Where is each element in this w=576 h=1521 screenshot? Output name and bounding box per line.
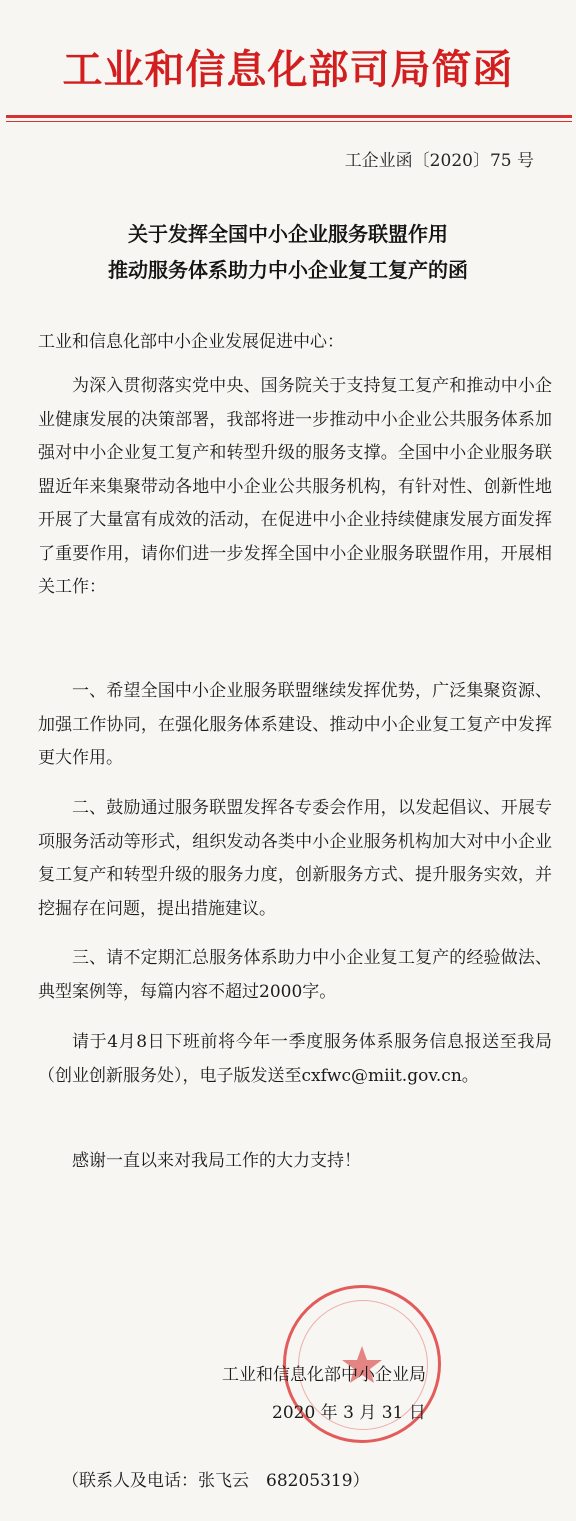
body-paragraph: 请于4月8日下班前将今年一季度服务体系服务信息报送至我局（创业创新服务处），电子版发送至cxfwc@miit.gov.cn。 <box>38 1032 552 1086</box>
body-paragraph: 为深入贯彻落实党中央、国务院关于支持复工复产和推动中小企业健康发展的决策部署，我部将进一步推动中小企业公共服务体系加强对中小企业复工复产和转型升级的服务支撑。全国中小企业服务联盟近年来集聚带动各地中小企业公共服务机构，有针对性、创新性地开展了大量富有成效的活动，在促进中小企业持续健康发展方面发挥了重要作用，请你们进一步发挥全国中小企业服务联盟作用，开展相关工作： <box>38 376 552 597</box>
masthead-rule-thin <box>6 121 572 122</box>
signing-date: 2020 年 3 月 31 日 <box>272 1403 426 1423</box>
body-paragraph: 三、请不定期汇总服务体系助力中小企业复工复产的经验做法、典型案例等，每篇内容不超过2000字。 <box>38 948 552 1002</box>
body-paragraph: 感谢一直以来对我局工作的大力支持！ <box>72 1151 361 1171</box>
contact-info: （联系人及电话：张飞云 68205319） <box>62 1471 370 1491</box>
document-title-line-1: 关于发挥全国中小企业服务联盟作用 <box>128 222 448 246</box>
signing-organization: 工业和信息化部中小企业局 <box>222 1365 426 1385</box>
document-number: 工企业函〔2020〕75 号 <box>344 151 534 171</box>
masthead-title: 工业和信息化部司局简函 <box>62 46 514 93</box>
body-paragraph: 二、鼓励通过服务联盟发挥各专委会作用，以发起倡议、开展专项服务活动等形式，组织发动各类中小企业服务机构加大对中小企业复工复产和转型升级的服务力度，创新服务方式、提升服务实效，并挖掘存在问题，提出措施建议。 <box>38 798 552 919</box>
salutation: 工业和信息化部中小企业发展促进中心： <box>38 332 344 352</box>
body-paragraph: 一、希望全国中小企业服务联盟继续发挥优势，广泛集聚资源、加强工作协同，在强化服务体系建设、推动中小企业复工复产中发挥更大作用。 <box>38 681 552 768</box>
document-title-line-2: 推动服务体系助力中小企业复工复产的函 <box>108 258 468 282</box>
masthead-rule-thick <box>6 115 572 118</box>
